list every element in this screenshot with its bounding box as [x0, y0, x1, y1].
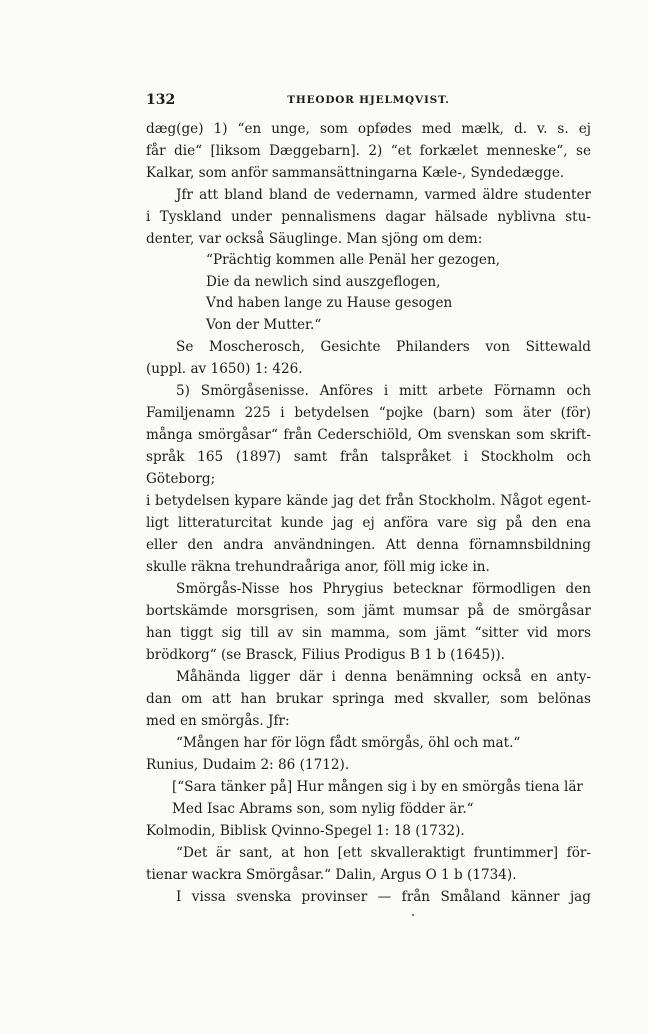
text-line: dan om att han brukar springa med skvaller, som belönas: [146, 691, 591, 707]
text-line: med en smörgås. Jfr:: [146, 713, 290, 729]
verse-quote: [146, 250, 591, 336]
verse-line: Von der Mutter.“: [206, 316, 322, 333]
text-line: (uppl. av 1650) 1: 426.: [146, 361, 303, 377]
text-line: brödkorg“ (se Brasck, Filius Prodigus B 1 b (1645)).: [146, 647, 505, 663]
page-body: [146, 118, 591, 908]
text-line: Se Moscherosch, Gesichte Philanders von Sittewald: [176, 339, 591, 355]
text-line: eller den andra användningen. Att denna förnamnsbildning: [146, 537, 591, 553]
text-line: skulle räkna trehundraåriga anor, föll mig icke in.: [146, 559, 490, 575]
text-line: 5) Smörgåsenisse. Anföres i mitt arbete Förnamn och: [176, 383, 591, 399]
text-line: språk 165 (1897) samt från talspråket i Stockholm och Göteborg;: [146, 449, 591, 487]
verse-line: [“Sara tänker på] Hur mången sig i by en smörgås tiena lär: [172, 779, 583, 795]
page-number: 132: [146, 92, 176, 108]
text-line: i Tyskland under pennalismens dagar hälsade nyblivna stu-: [146, 209, 591, 225]
text-line: dæg(ge) 1) “en unge, som opfødes med mælk, d. v. s. ej: [146, 121, 591, 137]
text-line: denter, var också Säuglinge. Man sjöng om dem:: [146, 231, 483, 247]
text-line: Smörgås-Nisse hos Phrygius betecknar förmodligen den: [176, 581, 591, 597]
verse-quote: [146, 776, 591, 820]
ink-speck: [412, 914, 414, 916]
text-line: Måhända ligger där i denna benämning också en anty-: [176, 669, 591, 685]
verse-line: “Prächtig kommen alle Penäl her gezogen,: [206, 252, 501, 268]
running-head: THEODOR HJELMQVIST.: [287, 94, 450, 106]
text-line: han tiggt sig till av sin mamma, som jämt “sitter vid mors: [146, 625, 591, 641]
text-line: många smörgåsar“ från Cederschiöld, Om svenskan som skrift-: [146, 427, 591, 443]
page-header: [146, 92, 591, 112]
text-line: Familjenamn 225 i betydelsen “pojke (barn) som äter (för): [146, 405, 591, 421]
text-line: tienar wackra Smörgåsar.“ Dalin, Argus O 1 b (1734).: [146, 867, 517, 883]
citation-line: Runius, Dudaim 2: 86 (1712).: [146, 757, 350, 773]
text-line: bortskämde morsgrisen, som jämt mumsar på de smörgåsar: [146, 603, 591, 619]
text-line: får die“ [liksom Dæggebarn]. 2) “et forkælet menneske“, se: [146, 143, 591, 159]
text-line: ligt litteraturcitat kunde jag ej anföra vare sig på den ena: [146, 515, 591, 531]
verse-line: Vnd haben lange zu Hause gesogen: [206, 295, 453, 311]
text-line: Kalkar, som anför sammansättningarna Kæle-, Syndedægge.: [146, 165, 565, 181]
text-line: i betydelsen kypare kände jag det från Stockholm. Något egent-: [146, 493, 591, 509]
text-line: I vissa svenska provinser — från Småland känner jag: [176, 889, 591, 905]
text-line: Jfr att bland bland de vedernamn, varmed äldre studenter: [176, 187, 591, 203]
quote-line: “Mången har för lögn fådt smörgås, öhl och mat.“: [176, 735, 521, 751]
verse-line: Med Isac Abrams son, som nylig födder är.“: [172, 801, 474, 817]
text-line: “Det är sant, at hon [ett skvalleraktigt fruntimmer] för-: [176, 845, 591, 861]
verse-line: Die da newlich sind auszgeflogen,: [206, 273, 441, 290]
citation-line: Kolmodin, Biblisk Qvinno-Spegel 1: 18 (1732).: [146, 823, 465, 839]
